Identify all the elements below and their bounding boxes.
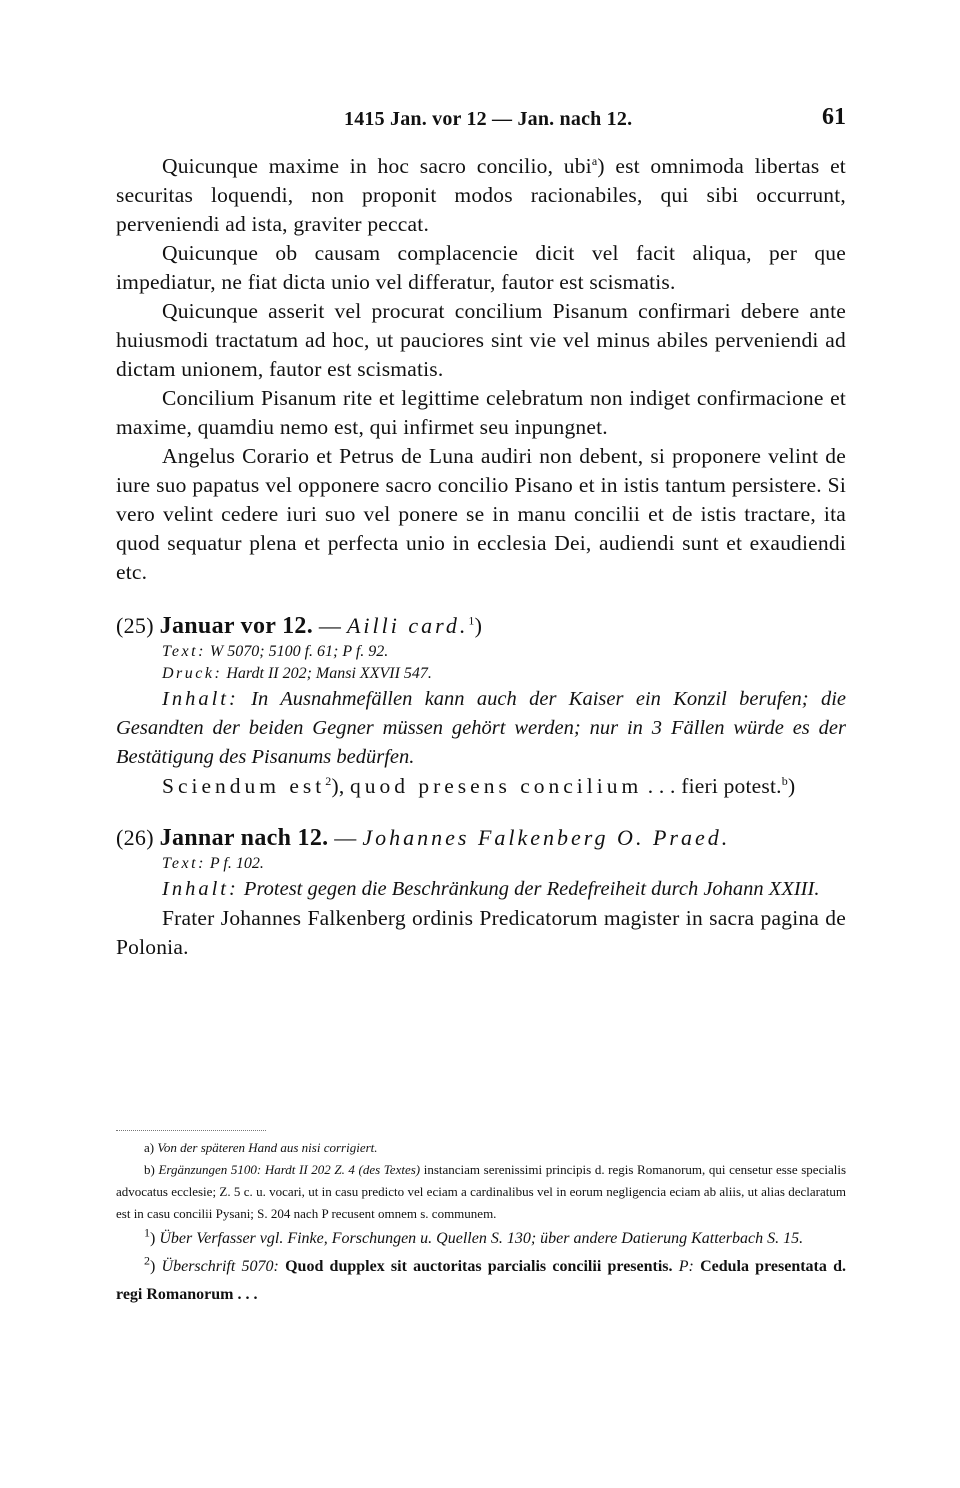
footnote-text: Von der späteren Hand aus nisi corrigiert.: [157, 1140, 378, 1155]
main-text: [116, 152, 846, 962]
entry-body: Frater Johannes Falkenberg ordinis Predicatorum magister in sacra pagina de Polonia.: [116, 906, 846, 959]
summary-text: In Ausnahmefällen kann auch der Kaiser ein Konzil berufen; die Gesandten der beiden Gegner müssen gehört werden; nur in 3 Fällen würde es der Bestätigung des Pisanums bedürfen.: [116, 688, 847, 768]
meta-label: Druck:: [162, 665, 223, 682]
summary-label: Inhalt:: [162, 688, 239, 710]
footnote-text: Quod dupplex sit auctoritas parcialis concilii presentis.: [278, 1258, 673, 1275]
entry-summary: [116, 685, 846, 772]
footnote-mark: b: [781, 773, 788, 788]
footnote-italic: P:: [678, 1258, 694, 1275]
body-text: . . . fieri potest.: [642, 774, 782, 798]
meta-value: Hardt II 202; Mansi XXVII 547.: [226, 665, 432, 682]
entry-text-sources: [162, 853, 846, 875]
running-head: [116, 104, 846, 136]
body-text: ),: [331, 774, 350, 798]
meta-value: W 5070; 5100 f. 61; P f. 92.: [209, 643, 389, 660]
entry-dash: —: [334, 825, 357, 850]
entry-summary: [116, 875, 846, 904]
paragraph: Angelus Corario et Petrus de Luna audiri non debent, si proponere velint de iure suo papatus vel opponere sacro concilio Pisano et in istis tantum persistere. Si vero velint cedere iuri suo vel ponere se in manu concilii et de istis tractare, ita quod sequatur plena et perfecta unio in ecclesia Dei, audiendi sunt et exaudiendi etc.: [116, 444, 846, 584]
entry-print-sources: [162, 663, 846, 685]
meta-value: P f. 102.: [209, 855, 264, 872]
paragraph: [116, 152, 846, 239]
footnote-a: [116, 1137, 846, 1159]
entry-author: Johannes Falkenberg O. Praed.: [362, 825, 731, 850]
paragraph-text: Quicunque maxime in hoc sacro concilio, ubi: [162, 154, 592, 178]
entry-heading: [116, 823, 846, 853]
paragraph-text: ) est omnimoda libertas et securitas loquendi, non proponit modos racionabiles, qui sibi occurrunt, perveniendi ad ista, graviter peccat.: [116, 154, 846, 236]
spaced-text: quod presens concilium: [349, 774, 643, 798]
paragraph: Quicunque ob causam complacencie dicit vel facit aliqua, per que impediatur, ne fiat dicta unio vel differatur, fautor est scismatis.: [116, 241, 846, 294]
entry-date: Jannar nach 12.: [159, 825, 329, 851]
meta-label: Text:: [162, 643, 206, 660]
footnote-label: 1: [144, 1225, 150, 1240]
entry-dash: —: [318, 613, 342, 638]
footnote-label: b): [144, 1162, 155, 1177]
footnote-mark: 2: [325, 773, 332, 788]
footnote-mark: 1: [468, 613, 475, 628]
footnote-italic: Über Verfasser vgl. Finke, Forschungen u. Quellen S. 130; über andere Datierung Katterbach S. 15.: [159, 1230, 804, 1247]
running-head-title: 1415 Jan. vor 12 — Jan. nach 12.: [344, 108, 633, 130]
spaced-text: Sciendum est: [162, 774, 326, 798]
entry-date: Januar vor 12.: [159, 613, 314, 639]
footnotes: [116, 1130, 846, 1309]
footnote-italic: Ergänzungen 5100: Hardt II 202 Z. 4 (des Textes): [158, 1162, 421, 1177]
footnote-rule: [116, 1130, 266, 1131]
page-number: 61: [822, 104, 846, 130]
paragraph: Concilium Pisanum rite et legittime celebratum non indiget confirmacione et maxime, quamdiu nemo est, qui infirmet seu inpungnet.: [116, 386, 846, 439]
footnote-text: Cedula presentata d. regi Romanorum . . .: [116, 1258, 846, 1303]
footnote-2: $^2$) Überschrift 5070: Quod dupplex sit auctoritas parcialis concilii presentis. P: Cedula presentata d. regi Romanorum . . .: [116, 1253, 846, 1303]
footnote-1: $^1$) Über Verfasser vgl. Finke, Forschungen u. Quellen S. 130; über andere Datierung Katterbach S. 15.: [144, 1225, 804, 1247]
body-text: ): [787, 774, 796, 798]
entry-body: [116, 772, 846, 801]
entry-author: Ailli card.: [346, 613, 469, 638]
footnote-italic: Überschrift 5070:: [161, 1258, 279, 1275]
summary-label: Inhalt:: [162, 878, 239, 900]
footnote-label: 2: [144, 1253, 150, 1268]
summary-text: Protest gegen die Beschränkung der Redefreiheit durch Johann XXIII.: [243, 878, 820, 900]
entry-number: (26): [116, 825, 154, 850]
meta-label: Text:: [162, 855, 206, 872]
entry-text-sources: [162, 641, 846, 663]
footnote-mark: a: [591, 153, 598, 168]
footnote-text: instanciam serenissimi principis d. regis Romanorum, qui censetur esse specialis advocatus ecclesie; Z. 5 c. u. vocari, ut in casu predicto vel eciam a cardinalibus vel in eorum negligencia eciam ab aliis, ut alias declaratum est in casu concilii Pysani; S. 204 nach P recusent omnem s. communem.: [116, 1162, 846, 1221]
entry-heading: (25) Januar vor 12. — Ailli card.$^1$): [116, 613, 483, 639]
footnote-label: a): [144, 1140, 155, 1155]
entry-number: (25): [116, 613, 154, 638]
footnote-b: [116, 1159, 846, 1225]
paragraph: Quicunque asserit vel procurat concilium Pisanum confirmari debere ante huiusmodi tractatum ad hoc, ut pauciores sint vie vel minus abiles perveniendi ad dictam unionem, fautor est scismatis.: [116, 299, 846, 381]
